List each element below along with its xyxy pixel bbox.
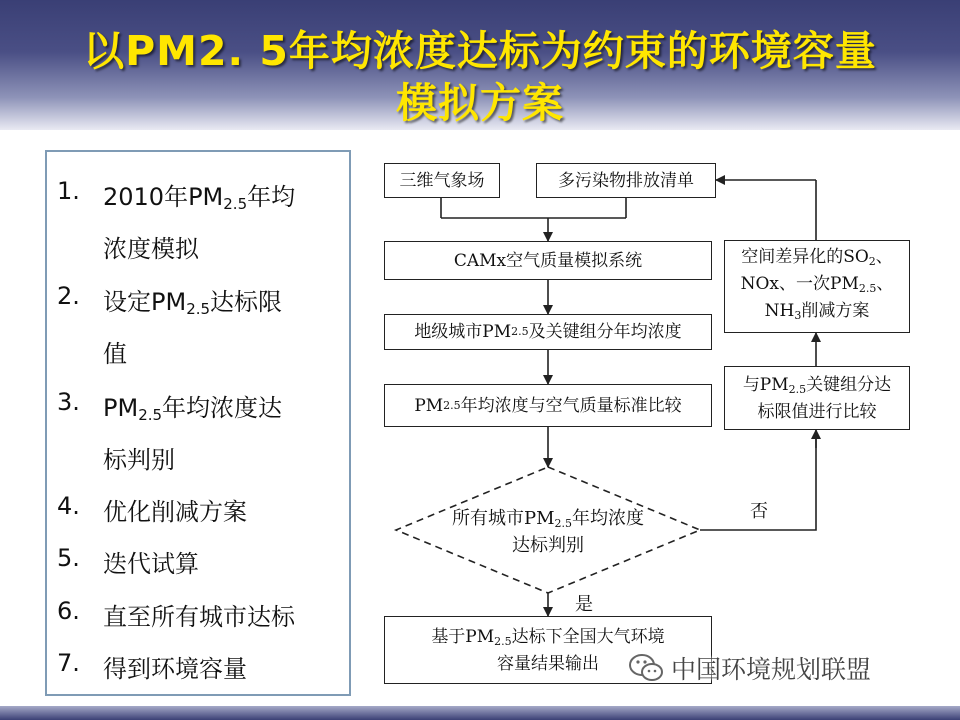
- step-6-text: 直至所有城市达标: [103, 603, 295, 631]
- component-compare-box: 与$PM_{2.5}$关键组分达 标限值进行比较: [724, 366, 910, 430]
- reduction-plan-box: 空间差异化的$SO_2$、 NOx、一次$PM_{2.5}$、 $NH_3$削减方案: [724, 240, 910, 333]
- page-title-line-1: 以PM2. 5年均浓度达标为约束的环境容量: [83, 27, 877, 75]
- yes-branch-label: 是: [575, 594, 593, 615]
- step-1-number: 1.: [57, 177, 80, 205]
- watermark-text: 中国环境规划联盟: [671, 655, 872, 684]
- step-7-text: 得到环境容量: [103, 655, 247, 683]
- city-concentration-box: 地级城市PM 2.5 及关键组分年均浓度: [384, 314, 712, 350]
- step-6-number: 6.: [57, 597, 80, 625]
- compare-standard-box: PM 2.5 年均浓度与空气质量标准比较: [384, 384, 712, 427]
- step-2-number: 2.: [57, 282, 80, 310]
- decision-text: 所有城市$PM_{2.5}$年均浓度 达标判别: [451, 508, 645, 556]
- step-1-text-line-1: 2010年$PM_{2.5}$年均: [103, 183, 296, 213]
- step-4-number: 4.: [57, 492, 80, 520]
- emission-inventory-box: 多污染物排放清单: [536, 163, 716, 198]
- step-1-text-line-2: 浓度模拟: [103, 235, 199, 263]
- step-5-number: 5.: [57, 544, 80, 572]
- wechat-icon: [627, 651, 665, 685]
- step-7-number: 7.: [57, 649, 80, 677]
- no-branch-label: 否: [750, 501, 768, 522]
- step-3-text-line-2: 标判别: [103, 446, 175, 474]
- meteo-field-box: 三维气象场: [384, 163, 500, 198]
- page-title-line-2: 模拟方案: [396, 79, 564, 127]
- wechat-watermark: [627, 648, 871, 688]
- footer-bar: [0, 706, 960, 720]
- camx-system-box: CAMx空气质量模拟系统: [384, 241, 712, 280]
- step-2-text-line-2: 值: [103, 340, 127, 368]
- output-box: 基于$PM_{2.5}$达标下全国大气环境 容量结果输出: [384, 616, 712, 684]
- step-4-text: 优化削减方案: [103, 498, 247, 526]
- step-2-text-line-1: 设定$PM_{2.5}$达标限: [103, 288, 283, 318]
- step-3-text-line-1: $PM_{2.5}$年均浓度达: [103, 394, 283, 424]
- step-5-text: 迭代试算: [103, 550, 199, 578]
- step-3-number: 3.: [57, 388, 80, 416]
